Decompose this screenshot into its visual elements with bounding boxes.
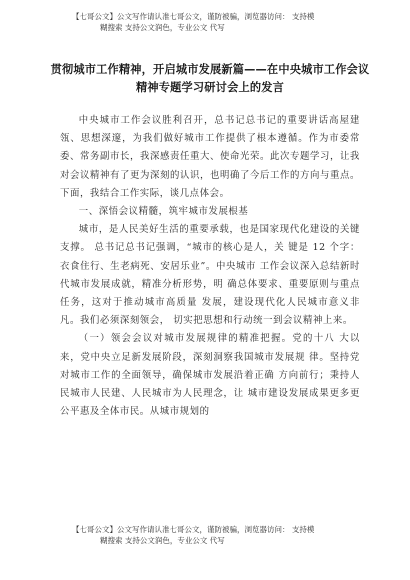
document-body xyxy=(60,112,360,421)
header-line-1: 【七哥公文】公文写作请认准七哥公文，谨防被骗，浏览器访问： 支持模 xyxy=(72,12,315,21)
section-heading: 一、深悟会议精髓，筑牢城市发展根基 xyxy=(78,206,249,218)
paragraph-subsection-1: （一）领会会议对城市发展规律的精准把握。党的十八 大以来，党中央立足新发展阶段，深刻洞察我国城市发展规 律。坚持党对城市工作的全面领导，确保城市发展沿着正确 方向前行；秉持人民城市人民建、人民城市为人民理念，让 城市建设发展成果更多更公平惠及全体市民。从城市规划的 xyxy=(60,333,360,418)
page-header-watermark xyxy=(72,11,372,33)
footer-line-1: 【七哥公文】公文写作请认准七哥公文，谨防被骗，浏览器访问： 支持模 xyxy=(72,525,315,534)
paragraph-city: 城市，是人民美好生活的重要承载，也是国家现代化建设的关键支撑。 总书记总书记强调，“城市的核心是人，关 键是 12 个字：衣食住行、生老病死、安居乐业”。中央城市 工作会议深入总结新时代城市发展成就，精准分析形势，明 确总体要求、重要原则与重点任务，这对于推动城市高质量 发展，建设现代化人民城市意义非凡。我们必须深刻领会， 切实把思想和行动统一到会议精神上来。 xyxy=(60,224,360,327)
paragraph-intro: 中央城市工作会议胜利召开，总书记总书记的重要讲话高屋建瓴、思想深邃，为我们做好城市工作提供了根本遵循。作为市委常委、常务副市长，我深感责任重大、使命光荣。此次专题学习，让我对会议精神有了更为深刻的认识，也明确了今后工作的方向与重点。下面，我结合工作实际，谈几点体会。 xyxy=(60,115,360,199)
document-title: 贯彻城市工作精神，开启城市发展新篇——在中央城市工作会议精神专题学习研讨会上的发言 xyxy=(50,63,370,94)
header-line-2: 糊搜索 支持公文润色，专业公文 代写 xyxy=(100,23,225,32)
page-footer-watermark xyxy=(72,524,372,546)
footer-line-2: 糊搜索 支持公文润色，专业公文 代写 xyxy=(100,536,225,545)
